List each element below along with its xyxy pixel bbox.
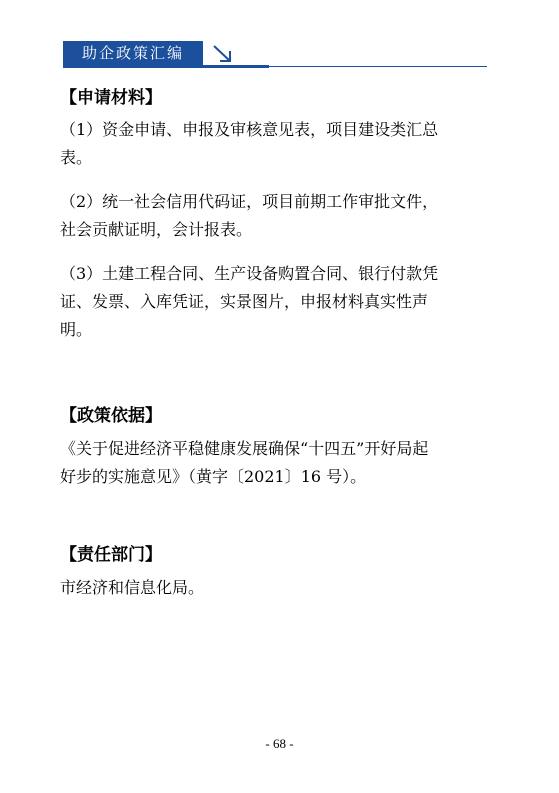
text-line: 好步的实施意见》（黄字〔2021〕16 号）。 — [60, 467, 367, 486]
department-heading: 【责任部门】 — [60, 545, 162, 565]
department-text — [60, 574, 500, 602]
text-line: （1）资金申请、申报及审核意见表，项目建设类汇总 — [60, 120, 439, 139]
text-line: （3）土建工程合同、生产设备购置合同、银行付款凭 — [60, 264, 439, 283]
basis-heading: 【政策依据】 — [60, 406, 162, 426]
materials-item-3 — [60, 260, 500, 344]
text-line: 《关于促进经济平稳健康发展确保“十四五”开好局起 — [60, 439, 429, 458]
text-line: 市经济和信息化局。 — [60, 578, 205, 597]
text-line: （2）统一社会信用代码证，项目前期工作审批文件， — [60, 192, 439, 211]
text-line: 明。 — [60, 320, 93, 339]
header-rule-thin — [269, 66, 487, 67]
page-header — [63, 41, 487, 71]
text-line: 表。 — [60, 148, 93, 167]
arrow-down-right-icon — [211, 43, 235, 65]
materials-heading: 【申请材料】 — [60, 88, 162, 108]
section-banner: 助企政策汇编 — [63, 41, 203, 65]
text-line: 证、发票、入库凭证，实景图片，申报材料真实性声 — [60, 292, 429, 311]
materials-item-1 — [60, 116, 500, 172]
text-line: 社会贡献证明，会计报表。 — [60, 220, 253, 239]
materials-item-2 — [60, 188, 500, 244]
page-number: - 68 - — [265, 736, 294, 751]
basis-text — [60, 435, 500, 491]
header-rule-thick — [63, 65, 269, 68]
